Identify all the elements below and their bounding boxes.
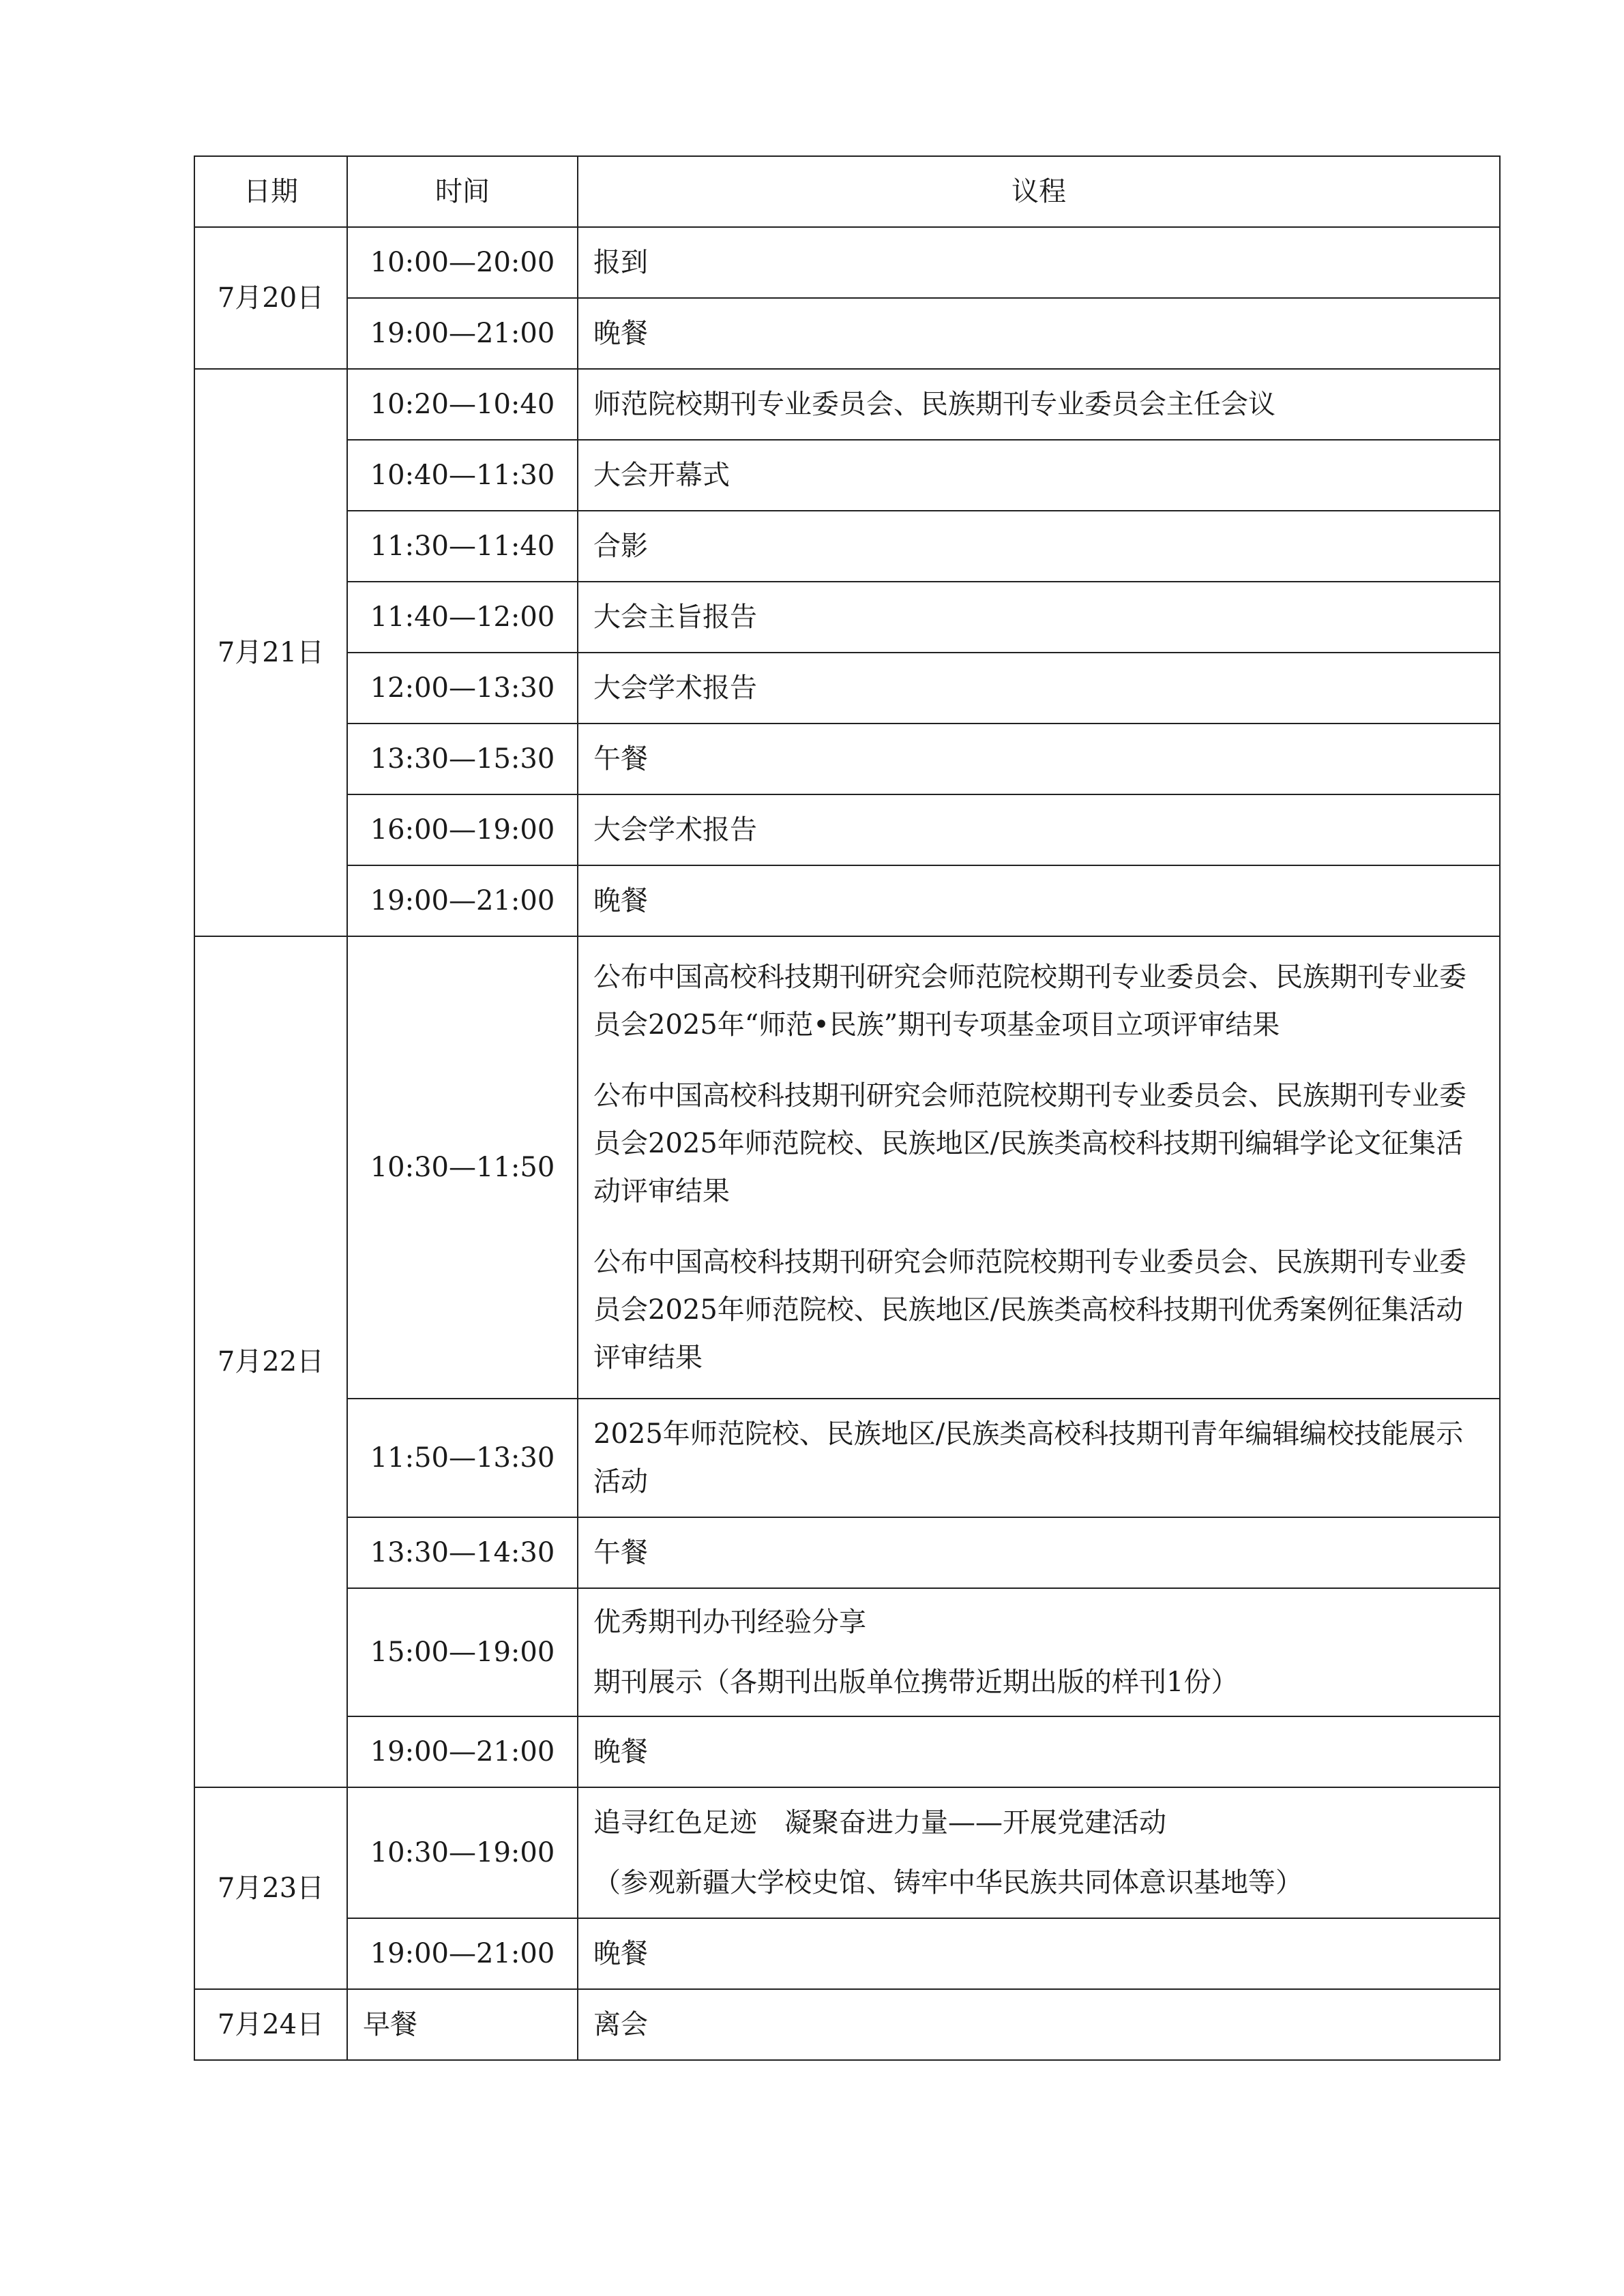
date-cell: 7月20日 bbox=[194, 227, 347, 369]
date-cell: 7月24日 bbox=[194, 1989, 347, 2060]
table-row bbox=[194, 511, 1500, 582]
table-row bbox=[194, 865, 1500, 936]
date-cell: 7月22日 bbox=[194, 936, 347, 1787]
table-row bbox=[194, 1716, 1500, 1787]
agenda-cell: 晚餐 bbox=[578, 298, 1500, 369]
time-cell: 13:30—14:30 bbox=[347, 1517, 578, 1588]
agenda-item: 公布中国高校科技期刊研究会师范院校期刊专业委员会、民族期刊专业委员会2025年师范院校、民族地区/民族类高校科技期刊优秀案例征集活动评审结果 bbox=[593, 1247, 1466, 1373]
header-row bbox=[194, 156, 1500, 227]
table-row bbox=[194, 794, 1500, 865]
time-cell: 11:40—12:00 bbox=[347, 582, 578, 653]
table-row bbox=[194, 936, 1500, 1399]
table-row bbox=[194, 653, 1500, 724]
header-date: 日期 bbox=[194, 156, 347, 227]
agenda-item: 优秀期刊办刊经验分享 bbox=[593, 1607, 866, 1638]
time-cell: 16:00—19:00 bbox=[347, 794, 578, 865]
agenda-cell: 离会 bbox=[578, 1989, 1500, 2060]
table-row bbox=[194, 1588, 1500, 1716]
schedule-table bbox=[194, 155, 1501, 2061]
table-row bbox=[194, 440, 1500, 511]
table-row bbox=[194, 1989, 1500, 2060]
agenda-cell: 晚餐 bbox=[578, 865, 1500, 936]
agenda-item: （参观新疆大学校史馆、铸牢中华民族共同体意识基地等） bbox=[593, 1867, 1303, 1898]
time-cell: 10:40—11:30 bbox=[347, 440, 578, 511]
agenda-cell: 晚餐 bbox=[578, 1716, 1500, 1787]
time-cell: 19:00—21:00 bbox=[347, 298, 578, 369]
agenda-item: 公布中国高校科技期刊研究会师范院校期刊专业委员会、民族期刊专业委员会2025年师范院校、民族地区/民族类高校科技期刊编辑学论文征集活动评审结果 bbox=[593, 1080, 1466, 1207]
agenda-cell: 午餐 bbox=[578, 724, 1500, 794]
time-cell: 10:20—10:40 bbox=[347, 369, 578, 440]
agenda-cell: 2025年师范院校、民族地区/民族类高校科技期刊青年编辑编校技能展示活动 bbox=[578, 1399, 1500, 1517]
agenda-cell: 大会学术报告 bbox=[578, 794, 1500, 865]
table-row bbox=[194, 1787, 1500, 1918]
table-row bbox=[194, 1517, 1500, 1588]
agenda-cell: 晚餐 bbox=[578, 1918, 1500, 1989]
table-row bbox=[194, 724, 1500, 794]
agenda-cell bbox=[578, 936, 1500, 1399]
table-row bbox=[194, 1918, 1500, 1989]
agenda-cell: 大会开幕式 bbox=[578, 440, 1500, 511]
time-cell: 12:00—13:30 bbox=[347, 653, 578, 724]
time-cell: 19:00—21:00 bbox=[347, 1918, 578, 1989]
time-cell: 19:00—21:00 bbox=[347, 1716, 578, 1787]
table-row bbox=[194, 369, 1500, 440]
agenda-cell: 午餐 bbox=[578, 1517, 1500, 1588]
agenda-cell bbox=[578, 1588, 1500, 1716]
agenda-cell: 大会学术报告 bbox=[578, 653, 1500, 724]
header-agenda: 议程 bbox=[578, 156, 1500, 227]
date-cell: 7月21日 bbox=[194, 369, 347, 936]
table-row bbox=[194, 1399, 1500, 1517]
agenda-cell: 师范院校期刊专业委员会、民族期刊专业委员会主任会议 bbox=[578, 369, 1500, 440]
header-time: 时间 bbox=[347, 156, 578, 227]
time-cell: 19:00—21:00 bbox=[347, 865, 578, 936]
agenda-cell: 报到 bbox=[578, 227, 1500, 298]
agenda-item: 追寻红色足迹 凝聚奋进力量——开展党建活动 bbox=[593, 1807, 1166, 1838]
time-cell: 10:00—20:00 bbox=[347, 227, 578, 298]
time-cell: 10:30—19:00 bbox=[347, 1787, 578, 1918]
time-cell: 11:30—11:40 bbox=[347, 511, 578, 582]
table-row bbox=[194, 227, 1500, 298]
date-cell: 7月23日 bbox=[194, 1787, 347, 1989]
agenda-item: 公布中国高校科技期刊研究会师范院校期刊专业委员会、民族期刊专业委员会2025年“师范•民族”期刊专项基金项目立项评审结果 bbox=[593, 961, 1466, 1041]
time-cell: 10:30—11:50 bbox=[347, 936, 578, 1399]
agenda-cell bbox=[578, 1787, 1500, 1918]
agenda-cell: 大会主旨报告 bbox=[578, 582, 1500, 653]
time-cell: 15:00—19:00 bbox=[347, 1588, 578, 1716]
time-cell: 11:50—13:30 bbox=[347, 1399, 578, 1517]
table-row bbox=[194, 582, 1500, 653]
table-row bbox=[194, 298, 1500, 369]
agenda-cell: 合影 bbox=[578, 511, 1500, 582]
time-cell: 13:30—15:30 bbox=[347, 724, 578, 794]
time-cell: 早餐 bbox=[347, 1989, 578, 2060]
agenda-item: 期刊展示（各期刊出版单位携带近期出版的样刊1份） bbox=[593, 1667, 1239, 1698]
